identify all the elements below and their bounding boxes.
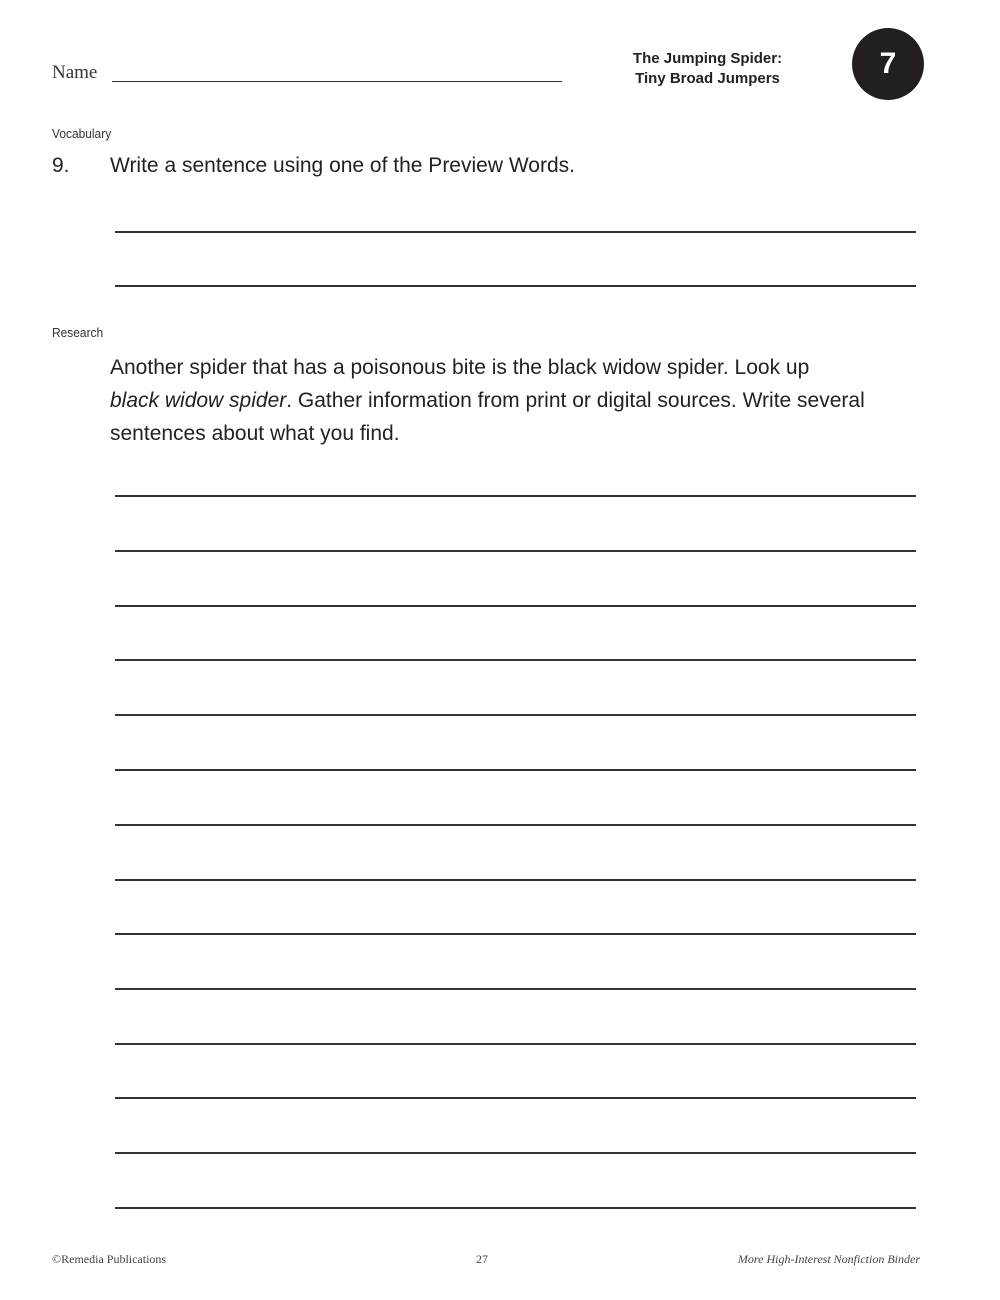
question-text: Write a sentence using one of the Preview Words. [110, 154, 575, 177]
research-answer-line[interactable] [115, 605, 916, 607]
research-answer-line[interactable] [115, 495, 916, 497]
footer-copyright: ©Remedia Publications [52, 1252, 167, 1266]
research-prompt-italic: black widow spider [110, 389, 287, 412]
research-section-label: Research [52, 325, 104, 340]
name-label: Name [52, 62, 98, 83]
name-write-line[interactable] [112, 81, 562, 82]
worksheet-title-line-2: Tiny Broad Jumpers [635, 70, 780, 87]
footer-page-number: 27 [476, 1252, 488, 1266]
research-answer-line[interactable] [115, 933, 916, 935]
research-answer-line[interactable] [115, 879, 916, 881]
vocabulary-answer-line[interactable] [115, 285, 916, 287]
lesson-number: 7 [879, 47, 897, 80]
research-answer-line[interactable] [115, 659, 916, 661]
research-prompt-part-2: . Gather information from print or digital sources. Write several sentences about what you find. [110, 389, 865, 445]
worksheet-title [600, 49, 815, 89]
question-number: 9. [52, 154, 70, 177]
research-answer-line[interactable] [115, 1152, 916, 1154]
research-answer-line[interactable] [115, 1097, 916, 1099]
research-answer-line[interactable] [115, 824, 916, 826]
research-answer-line[interactable] [115, 1207, 916, 1209]
research-answer-line[interactable] [115, 1043, 916, 1045]
vocabulary-section-label: Vocabulary [52, 126, 112, 141]
lesson-number-badge [852, 28, 924, 100]
research-prompt [110, 351, 910, 450]
footer-book-title: More High-Interest Nonfiction Binder [737, 1252, 920, 1266]
research-answer-line[interactable] [115, 988, 916, 990]
vocabulary-answer-line[interactable] [115, 231, 916, 233]
research-answer-line[interactable] [115, 550, 916, 552]
research-answer-line[interactable] [115, 769, 916, 771]
research-answer-line[interactable] [115, 714, 916, 716]
worksheet-title-line-1: The Jumping Spider: [632, 50, 783, 67]
research-prompt-part-1: Another spider that has a poisonous bite is the black widow spider. Look up [110, 356, 810, 379]
